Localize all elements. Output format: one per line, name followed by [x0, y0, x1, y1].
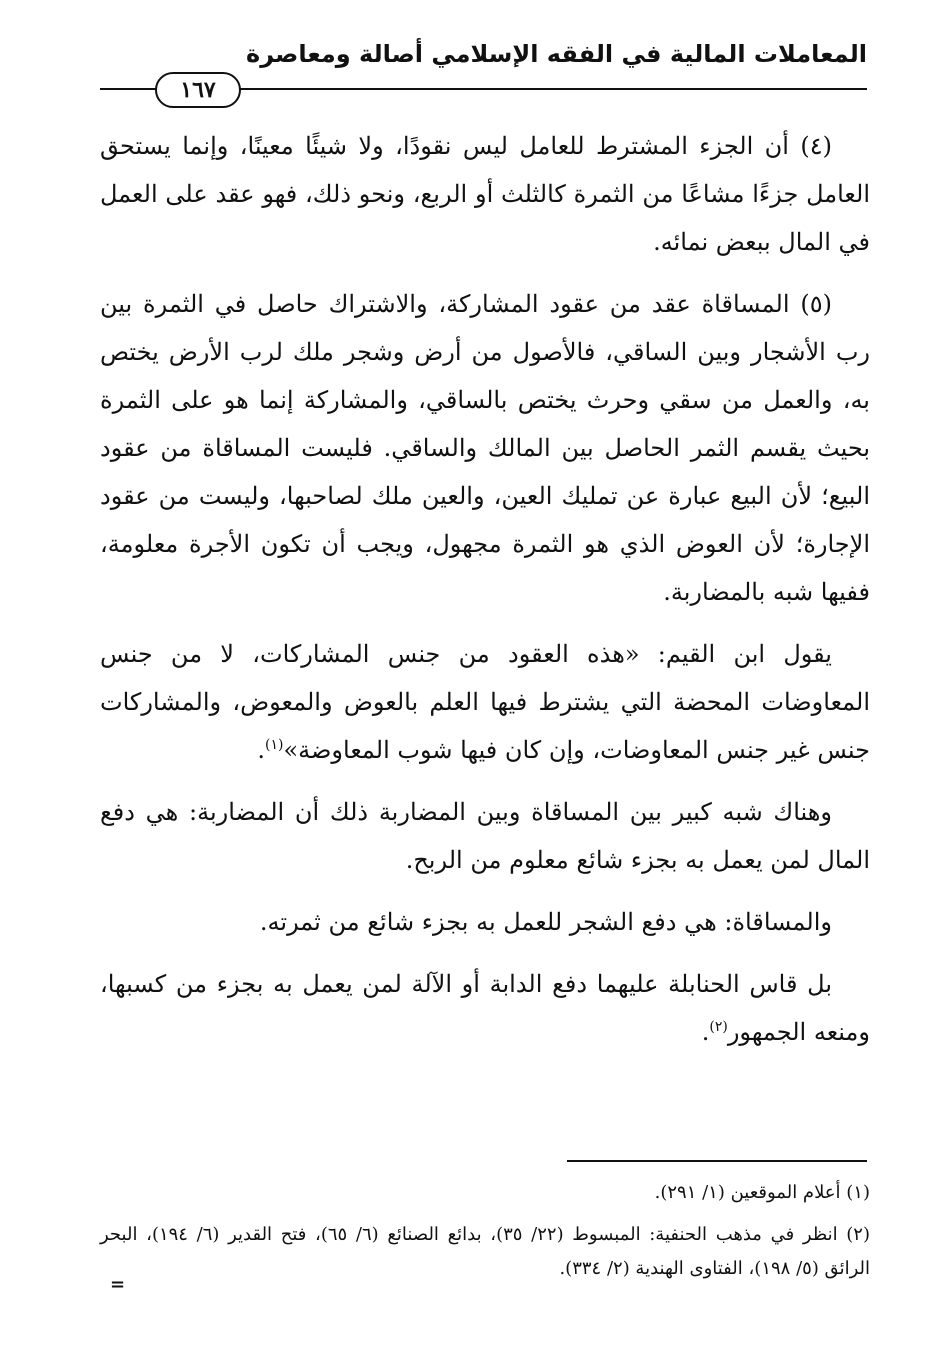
paragraph-4: (٤) أن الجزء المشترط للعامل ليس نقودًا، ولا شيئًا معينًا، وإنما يستحق العامل جزءًا مشاعًا من الثمرة كالثلث أو الربع، ونحو ذلك، فهو عقد على العمل في المال ببعض نمائه.	[100, 132, 870, 256]
footnote-continuation-mark: =	[110, 1274, 126, 1295]
footnote-ref-1: (١)	[265, 737, 284, 753]
footnote-ref-2: (٢)	[709, 1019, 728, 1035]
footnote-2: (٢) انظر في مذهب الحنفية: المبسوط (٢٢/ ٣٥)، بدائع الصنائع (٦/ ٦٥)، فتح القدير (٦/ ١٩٤)، البحر الرائق (٥/ ١٩٨)، الفتاوى الهندية (٢/ ٣٣٤).	[100, 1224, 870, 1279]
paragraph-5: (٥) المساقاة عقد من عقود المشاركة، والاشتراك حاصل في الثمرة بين رب الأشجار وبين الساقي، فالأصول من أرض وشجر ملك لرب الأرض يختص به، والعمل من سقي وحرث يختص بالساقي، والمشاركة إنما هو على الثمرة بحيث يقسم الثمر الحاصل بين المالك والساقي. فليست المساقاة من عقود البيع؛ لأن البيع عبارة عن تمليك العين، والعين ملك لصاحبها، وليست من عقود الإجارة؛ لأن العوض الذي هو الثمرة مجهول، ويجب أن تكون الأجرة معلومة، ففيها شبه بالمضاربة.	[100, 290, 870, 606]
paragraph-musaqat-definition: والمساقاة: هي دفع الشجر للعمل به بجزء شائع من ثمرته.	[259, 908, 832, 936]
quote-text: يقول ابن القيم: «هذه العقود من جنس المشاركات، لا من جنس المعاوضات المحضة التي يشترط فيها العلم بالعوض والمعوض، والمشاركات جنس غير جنس المعاوضات، وإن كان فيها شوب المعاوضة»	[100, 640, 870, 764]
paragraph-hanabila: بل قاس الحنابلة عليهما دفع الدابة أو الآلة لمن يعمل به بجزء من كسبها، ومنعه الجمهور$^{(٢)}$.	[100, 970, 870, 1046]
hanabila-text: بل قاس الحنابلة عليهما دفع الدابة أو الآلة لمن يعمل به بجزء من كسبها، ومنعه الجمهور	[100, 970, 870, 1046]
footnote-1: (١) أعلام الموقعين (١/ ٢٩١).	[654, 1182, 870, 1203]
running-header-title: المعاملات المالية في الفقه الإسلامي أصالة ومعاصرة	[246, 40, 867, 68]
main-text	[100, 122, 870, 1056]
paragraph-mudaraba-comparison: وهناك شبه كبير بين المساقاة وبين المضاربة ذلك أن المضاربة: هي دفع المال لمن يعمل به بجزء شائع معلوم من الربح.	[100, 798, 870, 874]
paragraph-ibn-qayyim-quote: يقول ابن القيم: «هذه العقود من جنس المشاركات، لا من جنس المعاوضات المحضة التي يشترط فيها العلم بالعوض والمعوض، والمشاركات جنس غير جنس المعاوضات، وإن كان فيها شوب المعاوضة»$^{(١)}$.	[100, 640, 870, 764]
footnote-rule	[567, 1160, 867, 1162]
page-number: ١٦٧	[155, 72, 241, 108]
footnotes	[100, 1176, 870, 1294]
